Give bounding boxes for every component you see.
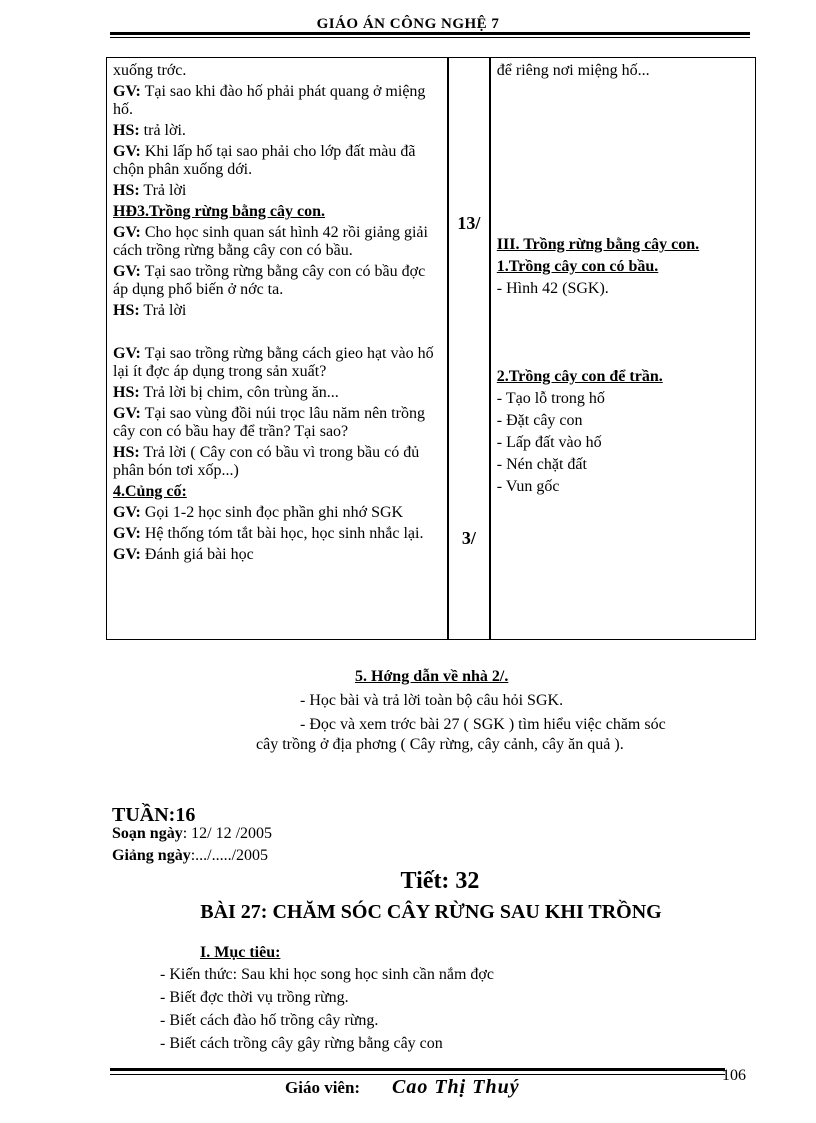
speaker-label: GV: bbox=[113, 83, 141, 100]
objective-item: - Kiến thức: Sau khi học song học sinh cần nắm đợc bbox=[160, 966, 494, 983]
dialogue-text: Trả lời bbox=[139, 182, 187, 199]
speaker-label: GV: bbox=[113, 263, 141, 280]
prepare-date-value: : 12/ 12 /2005 bbox=[182, 825, 273, 842]
speaker-label: GV: bbox=[113, 224, 141, 241]
dialogue-text: Trả lời ( Cây con có bầu vì trong bầu có đủ phân bón tơi xốp...) bbox=[113, 444, 420, 479]
objective-title: I. Mục tiêu: bbox=[200, 944, 281, 961]
dialogue-line bbox=[113, 302, 443, 320]
dialogue-line bbox=[113, 122, 443, 140]
footer-rule-thin bbox=[110, 1074, 725, 1075]
dialogue-text: Cho học sinh quan sát hình 42 rồi giảng giải cách trồng rừng bằng cây con có bầu. bbox=[113, 224, 428, 259]
dialogue-text: Hệ thống tóm tắt bài học, học sinh nhắc lại. bbox=[140, 525, 424, 542]
speaker-label: HS: bbox=[113, 302, 140, 319]
objective-item: - Biết đợc thời vụ trồng rừng. bbox=[160, 989, 349, 1006]
dialogue-text: Trả lời bbox=[139, 302, 187, 319]
dialogue-line bbox=[113, 384, 443, 402]
activity-heading: 4.Củng cố: bbox=[113, 483, 187, 500]
homework-line: cây trồng ở địa phơng ( Cây rừng, cây cảnh, cây ăn quả ). bbox=[256, 736, 624, 753]
homework-title: 5. Hớng dẫn về nhà 2/. bbox=[355, 668, 509, 685]
dialogue-text: Khi lấp hố tại sao phải cho lớp đất màu đã chộn phân xuống dới. bbox=[113, 143, 416, 178]
dialogue-line bbox=[113, 263, 443, 299]
step-item: - Đặt cây con bbox=[496, 412, 583, 429]
dialogue-text: Tại sao khi đào hố phải phát quang ở miệng hố. bbox=[113, 83, 426, 118]
speaker-label: HS: bbox=[113, 122, 140, 139]
dialogue-text: Gọi 1-2 học sinh đọc phần ghi nhớ SGK bbox=[140, 504, 404, 521]
teach-date-value: :.../...../2005 bbox=[190, 847, 269, 864]
dialogue-line bbox=[113, 546, 443, 564]
speaker-label: GV: bbox=[113, 143, 141, 160]
time-label: 3/ bbox=[461, 528, 476, 548]
time-column bbox=[447, 58, 490, 640]
dialogue-text: Tại sao trồng rừng bằng cách gieo hạt vào hố lại ít đợc áp dụng trong sản xuất? bbox=[113, 345, 434, 380]
speaker-label: GV: bbox=[113, 525, 141, 542]
dialogue-line bbox=[113, 525, 443, 543]
speaker-label: GV: bbox=[113, 405, 141, 422]
page-header: GIÁO ÁN CÔNG NGHỆ 7 bbox=[316, 16, 500, 32]
speaker-label: HS: bbox=[113, 384, 140, 401]
speaker-label: GV: bbox=[113, 345, 141, 362]
spacer bbox=[107, 320, 447, 342]
dialogue-line bbox=[113, 83, 443, 119]
lesson-table bbox=[106, 57, 756, 640]
dialogue-line bbox=[113, 405, 443, 441]
speaker-label: HS: bbox=[113, 182, 140, 199]
period-title: Tiết: 32 bbox=[400, 868, 480, 894]
page-number: 106 bbox=[722, 1067, 746, 1084]
dialogue-line bbox=[113, 143, 443, 179]
speaker-label: GV: bbox=[113, 546, 141, 563]
activity-heading: HĐ3.Trồng rừng bằng cây con. bbox=[113, 203, 325, 220]
teacher-label: Giáo viên: bbox=[285, 1078, 361, 1097]
speaker-label: HS: bbox=[113, 444, 140, 461]
teach-date bbox=[112, 847, 268, 865]
header-rule bbox=[110, 32, 750, 35]
dialogue-text: Tại sao vùng đồi núi trọc lâu năm nên trồng cây con có bầu hay để trần? Tại sao? bbox=[113, 405, 425, 440]
teacher-name: Cao Thị Thuý bbox=[392, 1076, 520, 1098]
content-text: - Hình 42 (SGK). bbox=[496, 280, 609, 297]
prepare-date bbox=[112, 825, 272, 843]
dialogue-line bbox=[113, 182, 443, 200]
subsection-heading: 1.Trồng cây con có bầu. bbox=[496, 258, 659, 275]
dialogue-line bbox=[113, 504, 443, 522]
dialogue-text: xuống trớc. bbox=[113, 62, 187, 79]
homework-line: - Học bài và trả lời toàn bộ câu hỏi SGK. bbox=[300, 692, 564, 709]
dialogue-text: trả lời. bbox=[139, 122, 186, 139]
dialogue-line bbox=[113, 62, 443, 80]
step-item: - Nén chặt đất bbox=[496, 456, 587, 473]
week-label: TUẦN:16 bbox=[112, 804, 196, 826]
section-heading: III. Trồng rừng bằng cây con. bbox=[496, 236, 700, 253]
dialogue-text: Trả lời bị chim, côn trùng ăn... bbox=[139, 384, 339, 401]
dialogue-line bbox=[113, 224, 443, 260]
speaker-label: GV: bbox=[113, 504, 141, 521]
time-label: 13/ bbox=[457, 213, 481, 233]
step-item: - Vun gốc bbox=[496, 478, 560, 495]
teach-date-label: Giảng ngày bbox=[112, 847, 191, 864]
content-text: để riêng nơi miệng hố... bbox=[496, 62, 650, 79]
homework-line: - Đọc và xem trớc bài 27 ( SGK ) tìm hiểu việc chăm sóc bbox=[300, 716, 666, 733]
dialogue-text: Tại sao trồng rừng bằng cây con có bầu đợc áp dụng phổ biến ở nớc ta. bbox=[113, 263, 426, 298]
dialogue-text: Đánh giá bài học bbox=[140, 546, 254, 563]
step-item: - Lấp đất vào hố bbox=[496, 434, 602, 451]
activity-column bbox=[107, 58, 448, 640]
lesson-title: BÀI 27: CHĂM SÓC CÂY RỪNG SAU KHI TRỒNG bbox=[200, 901, 662, 923]
header-rule-thin bbox=[110, 37, 750, 38]
dialogue-line bbox=[113, 444, 443, 480]
subsection-heading: 2.Trồng cây con để trần. bbox=[496, 368, 663, 385]
dialogue-line bbox=[113, 345, 443, 381]
prepare-date-label: Soạn ngày bbox=[112, 825, 183, 842]
objective-item: - Biết cách đào hố trồng cây rừng. bbox=[160, 1012, 379, 1029]
step-item: - Tạo lỗ trong hố bbox=[496, 390, 605, 407]
content-column bbox=[490, 58, 755, 640]
footer-rule bbox=[110, 1068, 725, 1071]
objective-item: - Biết cách trồng cây gây rừng bằng cây con bbox=[160, 1035, 443, 1052]
